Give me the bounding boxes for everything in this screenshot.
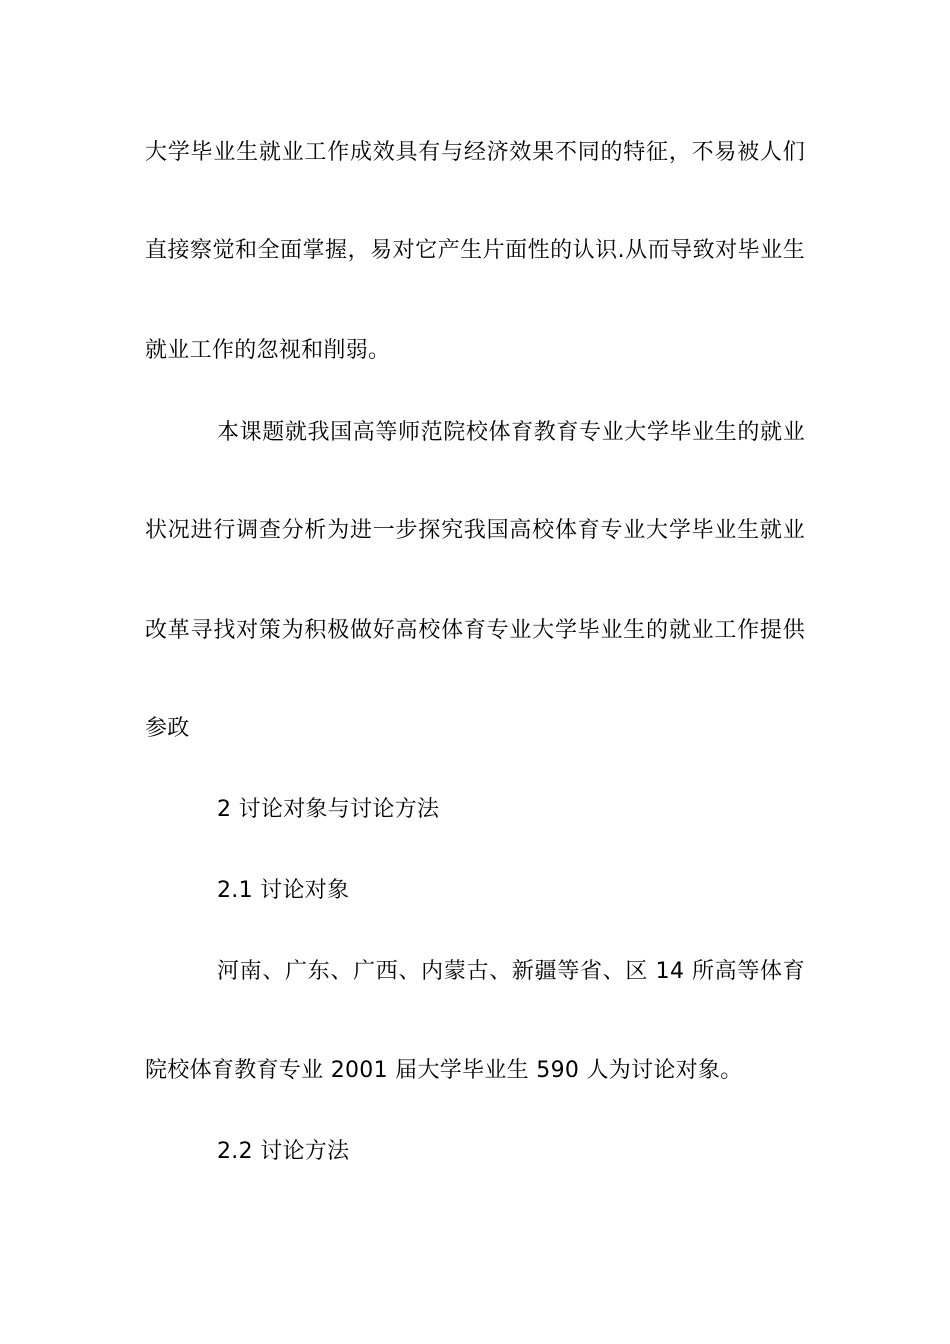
paragraph-line: 状况进行调查分析为进一步探究我国高校体育专业大学毕业生就业 <box>145 518 805 543</box>
paragraph-line: 参政 <box>145 716 190 741</box>
paragraph-line: 就业工作的忽视和削弱。 <box>145 338 391 363</box>
paragraph-line: 院校体育教育专业 2001 届大学毕业生 590 人为讨论对象。 <box>145 1058 743 1083</box>
paragraph-line: 改革寻找对策为积极做好高校体育专业大学毕业生的就业工作提供 <box>145 618 805 643</box>
paragraph-line: 大学毕业生就业工作成效具有与经济效果不同的特征，不易被人们 <box>145 140 805 165</box>
subsection-heading: 2.2 讨论方法 <box>217 1139 350 1164</box>
section-heading: 2 讨论对象与讨论方法 <box>217 797 440 822</box>
paragraph-line: 直接察觉和全面掌握，易对它产生片面性的认识.从而导致对毕业生 <box>145 238 805 263</box>
subsection-heading: 2.1 讨论对象 <box>217 878 350 903</box>
paragraph-line: 本课题就我国高等师范院校体育教育专业大学毕业生的就业 <box>217 420 805 445</box>
paragraph-line: 河南、广东、广西、内蒙古、新疆等省、区 14 所高等体育 <box>217 959 805 984</box>
